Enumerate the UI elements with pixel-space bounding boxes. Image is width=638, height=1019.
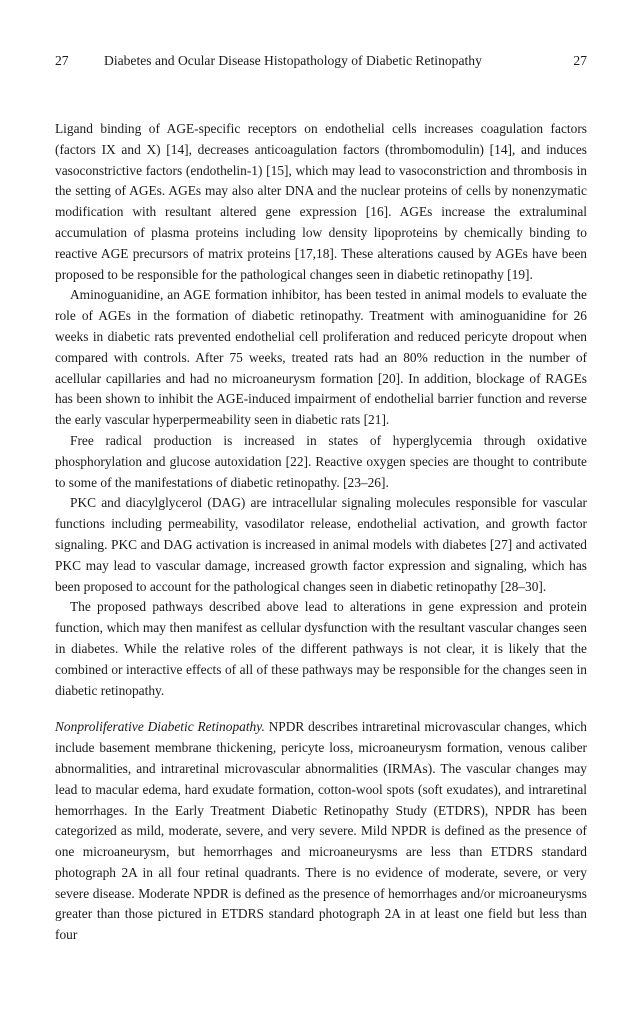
body-text xyxy=(55,119,587,946)
paragraph-aminoguanidine: Aminoguanidine, an AGE formation inhibitor, has been tested in animal models to evaluate the role of AGEs in the formation of diabetic retinopathy. Treatment with aminoguanidine for 26 weeks in diabetic rats prevented endothelial cell proliferation and reduced pericyte dropout when compared with controls. After 75 weeks, treated rats had an 80% reduction in the number of acellular capillaries and had no microaneurysm formation [20]. In addition, blockage of RAGEs has been shown to inhibit the AGE-induced impairment of endothelial barrier function and reverse the early vascular hyperpermeability seen in diabetic rats [21]. xyxy=(55,287,587,428)
page-number-left: 27 xyxy=(55,53,69,68)
page-header xyxy=(55,50,587,72)
paragraph-pkc-dag: PKC and diacylglycerol (DAG) are intracellular signaling molecules responsible for vascular functions including permeability, vasodilator release, endothelial activation, and growth factor signaling. PKC and DAG activation is increased in animal models with diabetes [27] and activated PKC may lead to vascular damage, increased growth factor expression and signaling, which has been proposed to account for the pathological changes seen in diabetic retinopathy [28–30]. xyxy=(55,495,587,594)
paragraph-free-radical: Free radical production is increased in states of hyperglycemia through oxidative phosphorylation and glucose autoxidation [22]. Reactive oxygen species are thought to contribute to some of the manifestations of diabetic retinopathy. [23–26]. xyxy=(55,432,587,490)
npdr-text: NPDR describes intraretinal microvascular changes, which include basement membrane thickening, pericyte loss, microaneurysm formation, venous caliber abnormalities, and intraretinal microvascular abnormalities (IRMAs). The vascular changes may lead to macular edema, hard exudate formation, cotton-wool spots (soft exudates), and intraretinal hemorrhages. In the Early Treatment Diabetic Retinopathy Study (ETDRS), NPDR has been categorized as mild, moderate, severe, and very severe. Mild NPDR is defined as the presence of one microaneurysm, but hemorrhages and microaneurysms are less than ETDRS standard photograph 2A in all four retinal quadrants. There is no evidence of moderate, severe, or very severe disease. Moderate NPDR is defined as the presence of hemorrhages and/or microaneurysms greater than those pictured in ETDRS standard photograph 2A in at least one field but less than four xyxy=(55,719,587,943)
paragraph-proposed-pathways: The proposed pathways described above lead to alterations in gene expression and protein function, which may then manifest as cellular dysfunction with the resultant vascular changes seen in diabetes. While the relative roles of the different pathways is not clear, it is likely that the combined or interactive effects of all of these pathways may be responsible for the changes seen in diabetic retinopathy. xyxy=(55,599,587,698)
running-head: Diabetes and Ocular Disease Histopathology of Diabetic Retinopathy xyxy=(104,53,482,68)
section-run-in-heading: Nonproliferative Diabetic Retinopathy. xyxy=(55,719,265,735)
page-number-right: 27 xyxy=(573,53,587,68)
paragraph-npdr xyxy=(55,717,587,946)
paragraph-age-receptors: Ligand binding of AGE-specific receptors on endothelial cells increases coagulation factors (factors IX and X) [14], decreases anticoagulation factors (thrombomodulin) [14], and induces vasoconstrictive factors (endothelin-1) [15], which may lead to vasoconstriction and thrombosis in the setting of AGEs. AGEs may also alter DNA and the nuclear proteins of cells by nonenzymatic modification with resultant altered gene expression [16]. AGEs increase the extraluminal accumulation of plasma proteins including low density lipoproteins by chemically binding to reactive AGE precursors of matrix proteins [17,18]. These alterations caused by AGEs have been proposed to be responsible for the pathological changes seen in diabetic retinopathy [19]. xyxy=(55,121,587,282)
